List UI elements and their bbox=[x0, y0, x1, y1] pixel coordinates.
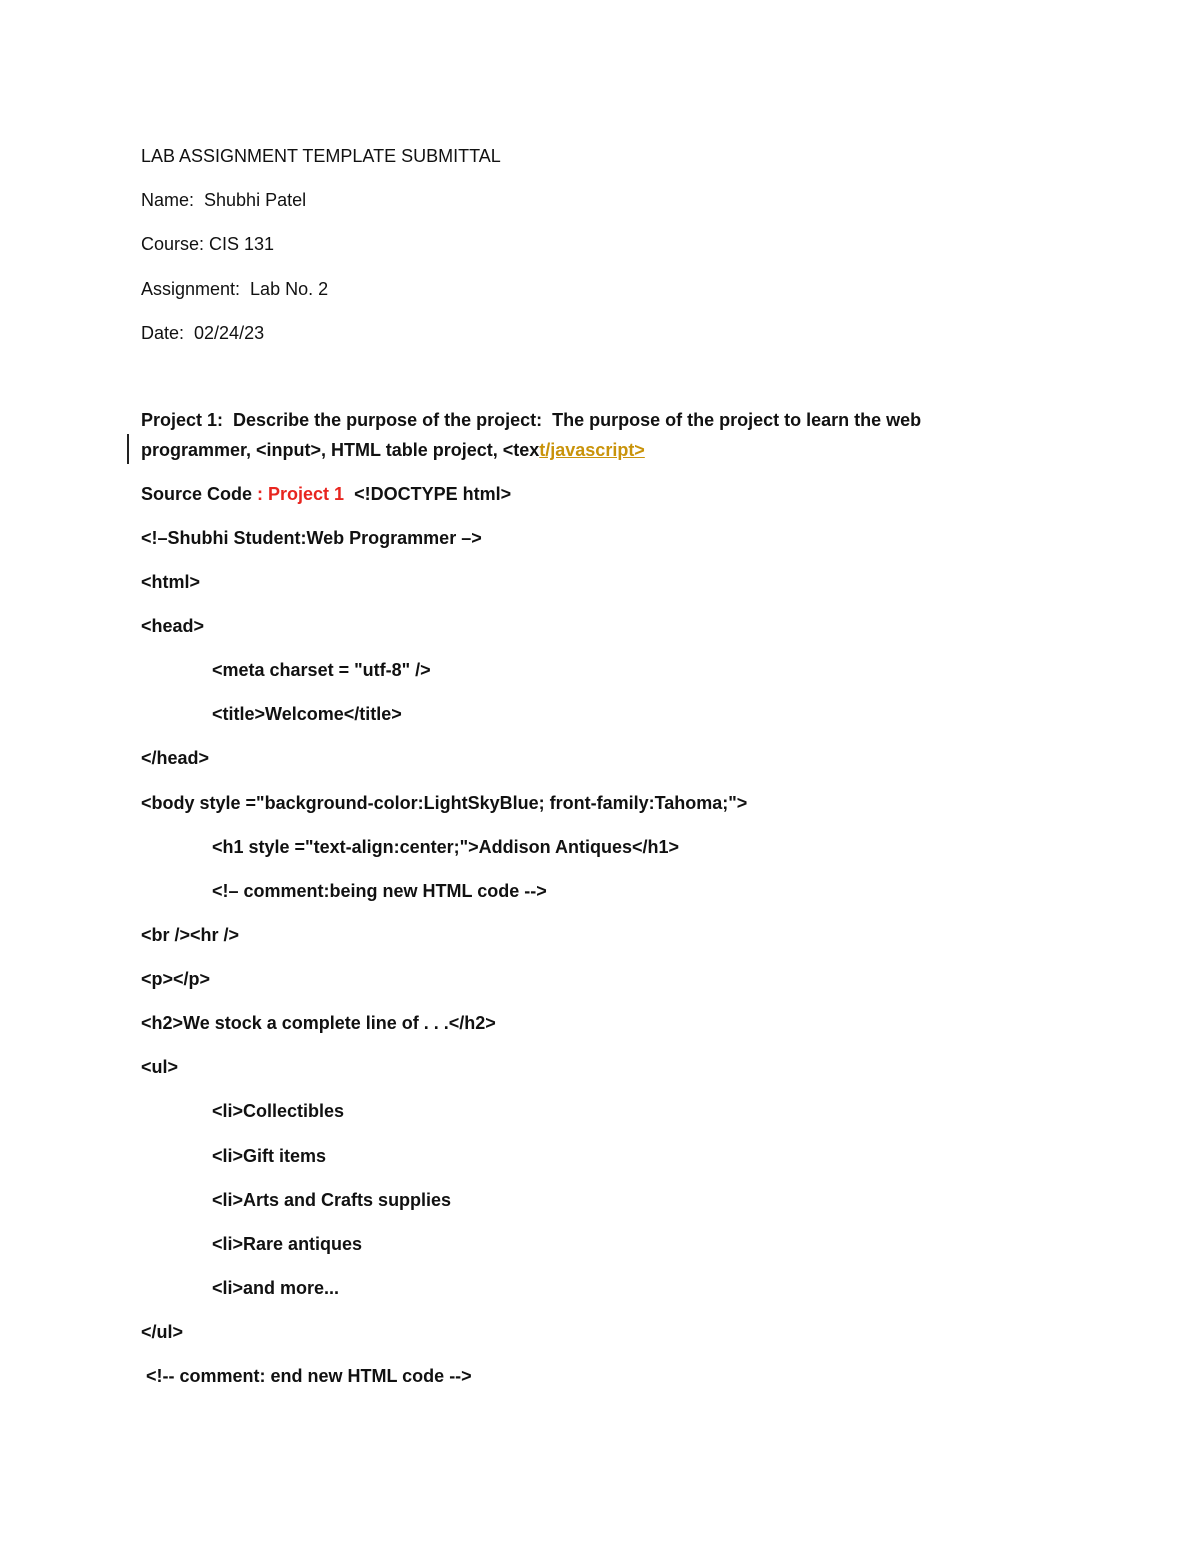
doctype-text: <!DOCTYPE html> bbox=[349, 484, 512, 504]
code-line: <li>Collectibles bbox=[212, 1101, 345, 1121]
code-line: </head> bbox=[141, 748, 210, 768]
code-line: <li>Arts and Crafts supplies bbox=[212, 1190, 452, 1210]
project-label-red: : Project 1 bbox=[257, 484, 350, 504]
code-line: <p></p> bbox=[141, 969, 211, 989]
text-cursor bbox=[127, 434, 129, 464]
javascript-link[interactable]: t/javascript> bbox=[539, 440, 645, 460]
code-line: <h2>We stock a complete line of . . .</h2> bbox=[141, 1013, 496, 1033]
code-line: <!– comment:being new HTML code --> bbox=[212, 881, 547, 901]
course-line: Course: CIS 131 bbox=[141, 234, 275, 254]
code-line: <body style ="background-color:LightSkyBlue; front-family:Tahoma;"> bbox=[141, 793, 748, 813]
project-description-line-1: Project 1: Describe the purpose of the project: The purpose of the project to learn the web bbox=[141, 410, 922, 430]
code-line: <li>Rare antiques bbox=[212, 1234, 363, 1254]
project-description-text: programmer, <input>, HTML table project, <tex bbox=[141, 440, 540, 460]
code-line: <li>and more... bbox=[212, 1278, 340, 1298]
document-title: LAB ASSIGNMENT TEMPLATE SUBMITTAL bbox=[141, 146, 501, 166]
code-line: <title>Welcome</title> bbox=[212, 704, 402, 724]
source-code-line bbox=[141, 483, 511, 505]
code-line: <!–Shubhi Student:Web Programmer –> bbox=[141, 528, 482, 548]
code-line: <!-- comment: end new HTML code --> bbox=[141, 1366, 472, 1386]
code-line: <meta charset = "utf-8" /> bbox=[212, 660, 431, 680]
assignment-line: Assignment: Lab No. 2 bbox=[141, 279, 329, 299]
source-code-label: Source Code bbox=[141, 484, 258, 504]
project-description-line-2 bbox=[141, 439, 645, 461]
code-line: <h1 style ="text-align:center;">Addison Antiques</h1> bbox=[212, 837, 680, 857]
code-line: <ul> bbox=[141, 1057, 179, 1077]
date-line: Date: 02/24/23 bbox=[141, 323, 265, 343]
code-line: <head> bbox=[141, 616, 205, 636]
code-line: <html> bbox=[141, 572, 201, 592]
code-line: <br /><hr /> bbox=[141, 925, 240, 945]
name-line: Name: Shubhi Patel bbox=[141, 190, 307, 210]
code-line: </ul> bbox=[141, 1322, 184, 1342]
code-line: <li>Gift items bbox=[212, 1146, 327, 1166]
